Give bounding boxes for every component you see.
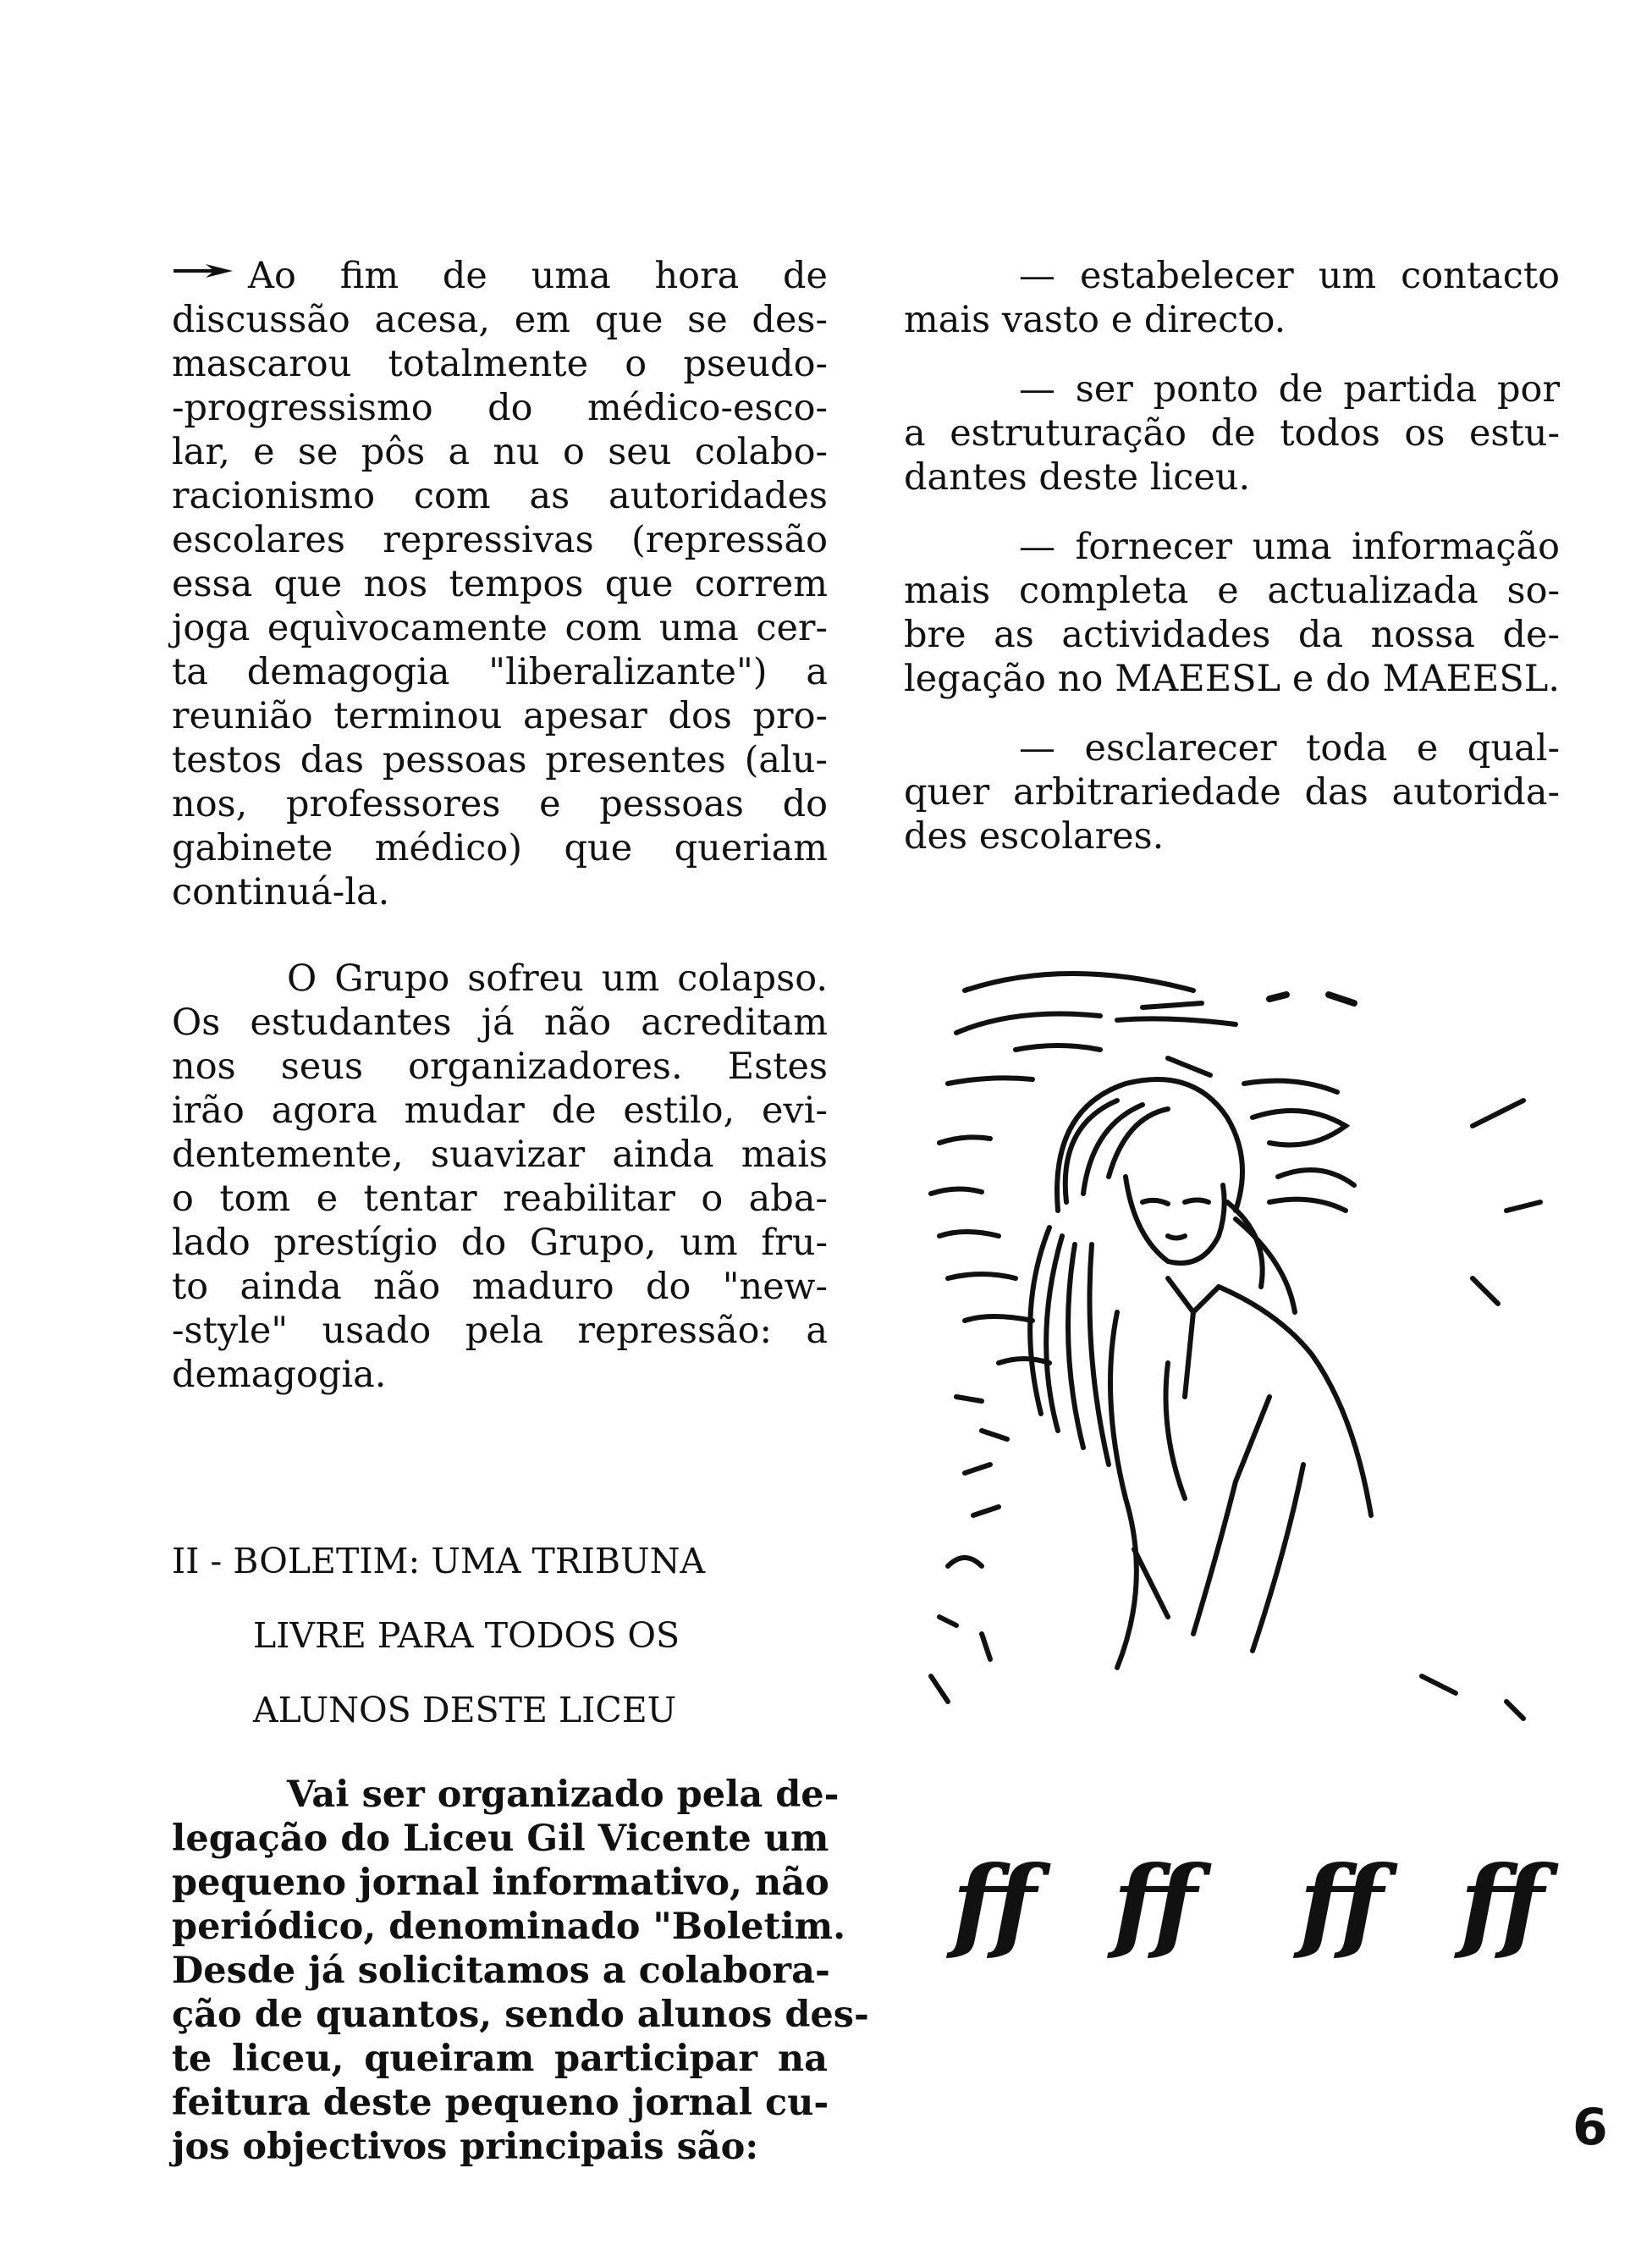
text-line: gabinete médico) que queriam: [172, 827, 828, 869]
objective-item-1: [904, 254, 1560, 342]
text-line: Os estudantes já não acreditam: [172, 1001, 828, 1044]
text-line: continuá-la.: [172, 871, 390, 913]
text-line: O Grupo sofreu um colapso.: [287, 957, 828, 1000]
text-line: feitura deste pequeno jornal cu-: [172, 2082, 829, 2124]
text-line: reunião terminou apesar dos pro-: [172, 695, 828, 737]
page-number: 6: [1572, 2098, 1608, 2157]
text-line: — fornecer uma informação: [1019, 526, 1560, 568]
text-line: discussão acesa, em que se des-: [172, 299, 828, 341]
text-line: — esclarecer toda e qual-: [1019, 727, 1560, 770]
text-line: te liceu, queiram participar na: [172, 2038, 828, 2080]
text-line: quer arbitrariedade das autorida-: [904, 771, 1560, 814]
text-line: nos seus organizadores. Estes: [172, 1045, 828, 1088]
heading-line: II - BOLETIM: UMA TRIBUNA: [172, 1541, 706, 1581]
text-line: dantes deste liceu.: [904, 456, 1251, 499]
text-line: escolares repressivas (repressão: [172, 519, 828, 561]
text-line: [172, 254, 828, 298]
text-line: — ser ponto de partida por: [1019, 368, 1560, 411]
text-line: lado prestígio do Grupo, um fru-: [172, 1222, 828, 1264]
text-line: mais vasto e directo.: [904, 299, 1286, 341]
heading-line: LIVRE PARA TODOS OS: [253, 1615, 680, 1656]
paragraph-boletim: [172, 1773, 869, 2169]
text-line: mascarou totalmente o pseudo-: [172, 343, 828, 385]
objective-item-3: [904, 525, 1560, 701]
text-line: pequeno jornal informativo, não: [172, 1862, 829, 1904]
ornament-mark-1: ff: [952, 1845, 1037, 1963]
text-line: periódico, denominado "Boletim.: [172, 1906, 846, 1948]
heading-line: ALUNOS DESTE LICEU: [253, 1690, 677, 1730]
text-line: jos objectivos principais são:: [172, 2126, 759, 2168]
text-line: joga equìvocamente com uma cer-: [172, 607, 828, 649]
girl-sketch-illustration: [914, 957, 1583, 1786]
text-line: Desde já solicitamos a colabora-: [172, 1950, 830, 1992]
text-line: ção de quantos, sendo alunos des-: [172, 1994, 869, 2036]
text-line: essa que nos tempos que correm: [172, 563, 828, 605]
paragraph-grupo: [172, 957, 828, 1397]
arrow-right-icon: [172, 246, 248, 290]
text-line: a estruturação de todos os estu-: [904, 412, 1560, 455]
text-line: — estabelecer um contacto: [1019, 255, 1560, 297]
text-line: legação no MAEESL e do MAEESL.: [904, 658, 1560, 700]
text-line: legação do Liceu Gil Vicente um: [172, 1818, 829, 1860]
right-column: [904, 254, 1560, 858]
section-heading: [172, 1524, 828, 1747]
text-line: irão agora mudar de estilo, evi-: [172, 1090, 828, 1132]
text-line: to ainda não maduro do "new-: [172, 1266, 828, 1308]
text-line: dentemente, suavizar ainda mais: [172, 1134, 828, 1176]
text-line: mais completa e actualizada so-: [904, 570, 1560, 612]
text-line: demagogia.: [172, 1354, 387, 1396]
text-line: nos, professores e pessoas do: [172, 783, 828, 825]
text-line: -style" usado pela repressão: a: [172, 1310, 828, 1352]
objective-item-4: [904, 726, 1560, 858]
text-line: o tom e tentar reabilitar o aba-: [172, 1178, 828, 1220]
ornament-mark-3: ff: [1299, 1845, 1384, 1963]
text-line: racionismo com as autoridades: [172, 475, 828, 517]
ornament-mark-4: ff: [1460, 1845, 1545, 1963]
line-text: Ao fim de uma hora de: [248, 255, 828, 297]
text-line: des escolares.: [904, 815, 1165, 858]
text-line: -progressismo do médico-esco-: [172, 387, 828, 429]
objective-item-2: [904, 367, 1560, 499]
ornament-mark-2: ff: [1113, 1845, 1198, 1963]
paragraph-meeting: [172, 254, 828, 914]
text-line: bre as actividades da nossa de-: [904, 614, 1560, 656]
text-line: Vai ser organizado pela de-: [287, 1774, 840, 1816]
left-column: [172, 254, 869, 2169]
text-line: testos das pessoas presentes (alu-: [172, 739, 828, 781]
ornament-marks: [927, 1845, 1578, 1981]
text-line: ta demagogia "liberalizante") a: [172, 651, 828, 693]
text-line: lar, e se pôs a nu o seu colabo-: [172, 431, 828, 473]
